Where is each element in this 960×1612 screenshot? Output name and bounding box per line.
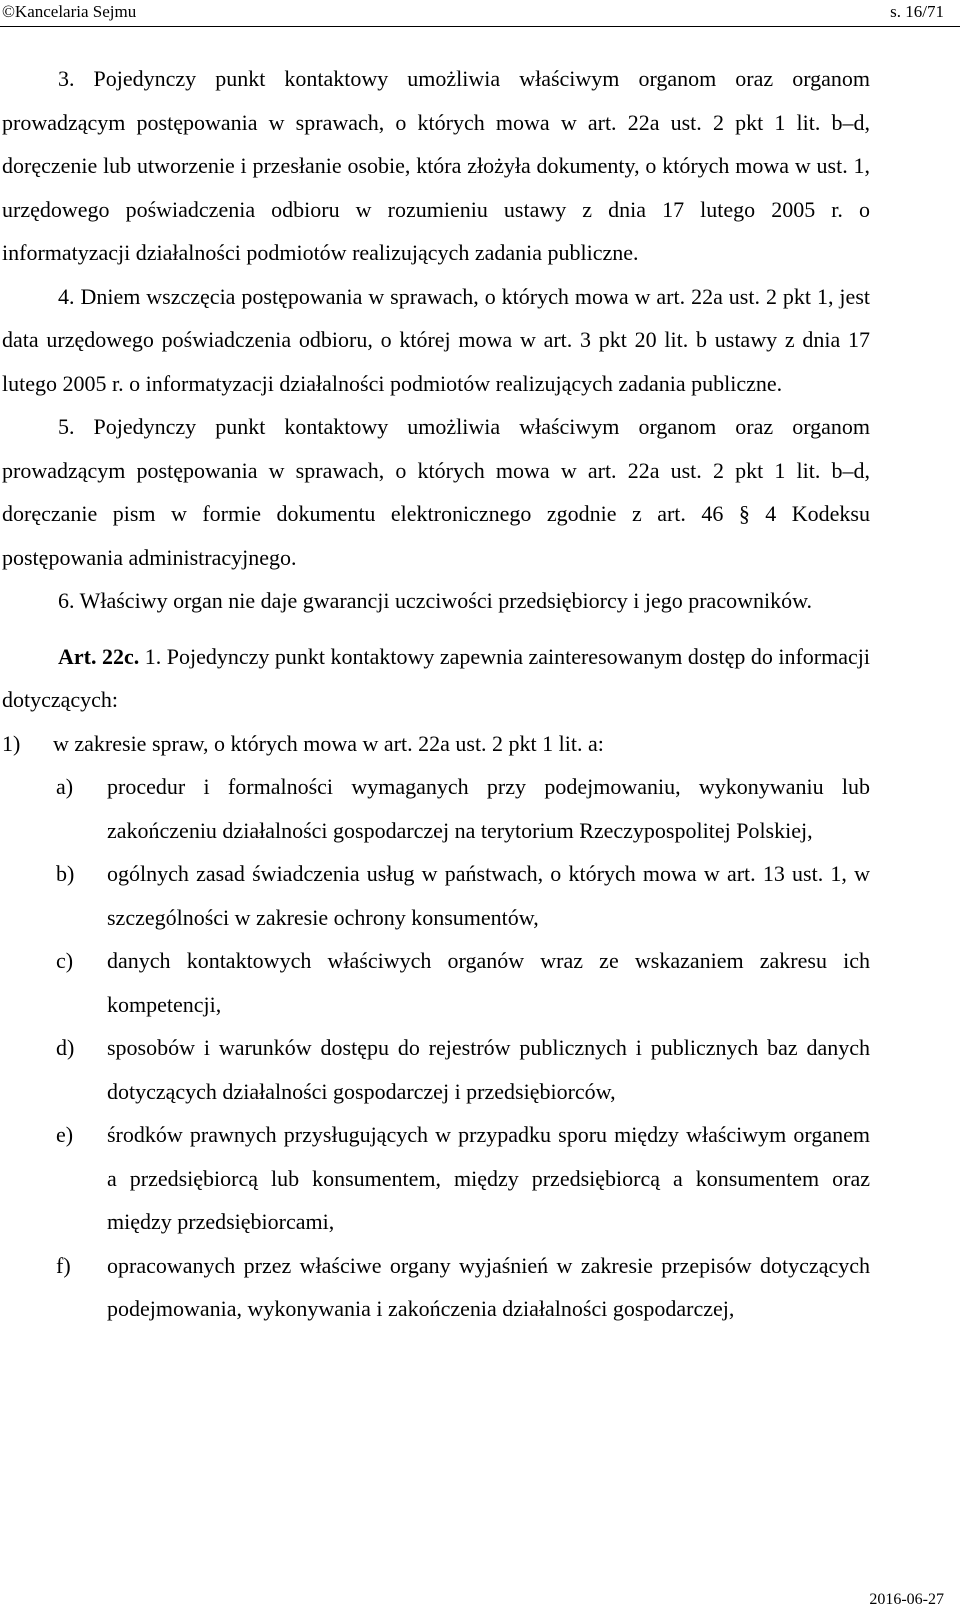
subpoint-a bbox=[2, 765, 870, 852]
subpoint-text: środków prawnych przysługujących w przypadku sporu między właściwym organem a przedsiębiorcą lub konsumentem, między przedsiębiorcą a konsumentem oraz między przedsiębiorcami, bbox=[107, 1122, 870, 1234]
section-gap bbox=[2, 623, 870, 635]
page-number: s. 16/71 bbox=[890, 2, 944, 21]
subpoint-text: opracowanych przez właściwe organy wyjaśnień w zakresie przepisów dotyczących podejmowania, wykonywania i zakończenia działalności gospodarczej, bbox=[107, 1252, 870, 1321]
page-header bbox=[0, 0, 960, 27]
paragraph-6: 6. Właściwy organ nie daje gwarancji uczciwości przedsiębiorcy i jego pracowników. bbox=[58, 588, 813, 613]
paragraph-3: 3. Pojedynczy punkt kontaktowy umożliwia właściwym organom oraz organom prowadzącym postępowania w sprawach, o których mowa w art. 22a ust. 2 pkt 1 lit. b–d, doręczenie lub utworzenie i przesłanie osobie, która złożyła dokumenty, o których mowa w ust. 1, urzędowego poświadczenia odbioru w rozumieniu ustawy z dnia 17 lutego 2005 r. o informatyzacji działalności podmiotów realizujących zadania publiczne. bbox=[2, 66, 870, 265]
subpoint-letter: e) bbox=[56, 1122, 74, 1147]
subpoint-letter: a) bbox=[56, 774, 74, 799]
subpoint-letter: c) bbox=[56, 948, 74, 973]
subpoint-e bbox=[2, 1113, 870, 1244]
footer-date: 2016-06-27 bbox=[869, 1591, 944, 1608]
point-number: 1) bbox=[2, 730, 21, 756]
subpoint-f bbox=[2, 1244, 870, 1331]
subpoint-letter: b) bbox=[56, 861, 75, 886]
subpoint-text: danych kontaktowych właściwych organów wraz ze wskazaniem zakresu ich kompetencji, bbox=[107, 948, 870, 1017]
subpoint-letter: d) bbox=[56, 1035, 75, 1060]
subpoint-b bbox=[2, 852, 870, 939]
paragraph-5: 5. Pojedynczy punkt kontaktowy umożliwia właściwym organom oraz organom prowadzącym postępowania w sprawach, o których mowa w art. 22a ust. 2 pkt 1 lit. b–d, doręczanie pism w formie dokumentu elektronicznego zgodnie z art. 46 § 4 Kodeksu postępowania administracyjnego. bbox=[2, 414, 870, 570]
subpoint-d bbox=[2, 1026, 870, 1113]
subpoint-text: procedur i formalności wymaganych przy podejmowaniu, wykonywaniu lub zakończeniu działalności gospodarczej na terytorium Rzeczypospolitej Polskiej, bbox=[107, 774, 870, 843]
article-intro-text: 1. Pojedynczy punkt kontaktowy zapewnia zainteresowanym dostęp do informacji dotyczących: bbox=[2, 643, 870, 712]
article-number: Art. 22c. bbox=[58, 643, 140, 669]
subpoint-text: sposobów i warunków dostępu do rejestrów publicznych i publicznych baz danych dotyczących działalności gospodarczej i przedsiębiorców, bbox=[107, 1035, 870, 1104]
subpoint-letter: f) bbox=[56, 1252, 71, 1278]
document-body bbox=[2, 57, 870, 1331]
subpoint-c bbox=[2, 939, 870, 1026]
point-1 bbox=[2, 722, 870, 766]
article-22c-intro bbox=[2, 635, 870, 722]
copyright-label: ©Kancelaria Sejmu bbox=[2, 2, 137, 21]
subpoint-text: ogólnych zasad świadczenia usług w państwach, o których mowa w art. 13 ust. 1, w szczególności w zakresie ochrony konsumentów, bbox=[107, 861, 870, 930]
point-text: w zakresie spraw, o których mowa w art. 22a ust. 2 pkt 1 lit. a: bbox=[53, 730, 604, 756]
paragraph-4: 4. Dniem wszczęcia postępowania w sprawach, o których mowa w art. 22a ust. 2 pkt 1, jest data urzędowego poświadczenia odbioru, o której mowa w art. 3 pkt 20 lit. b ustawy z dnia 17 lutego 2005 r. o informatyzacji działalności podmiotów realizujących zadania publiczne. bbox=[2, 283, 870, 396]
